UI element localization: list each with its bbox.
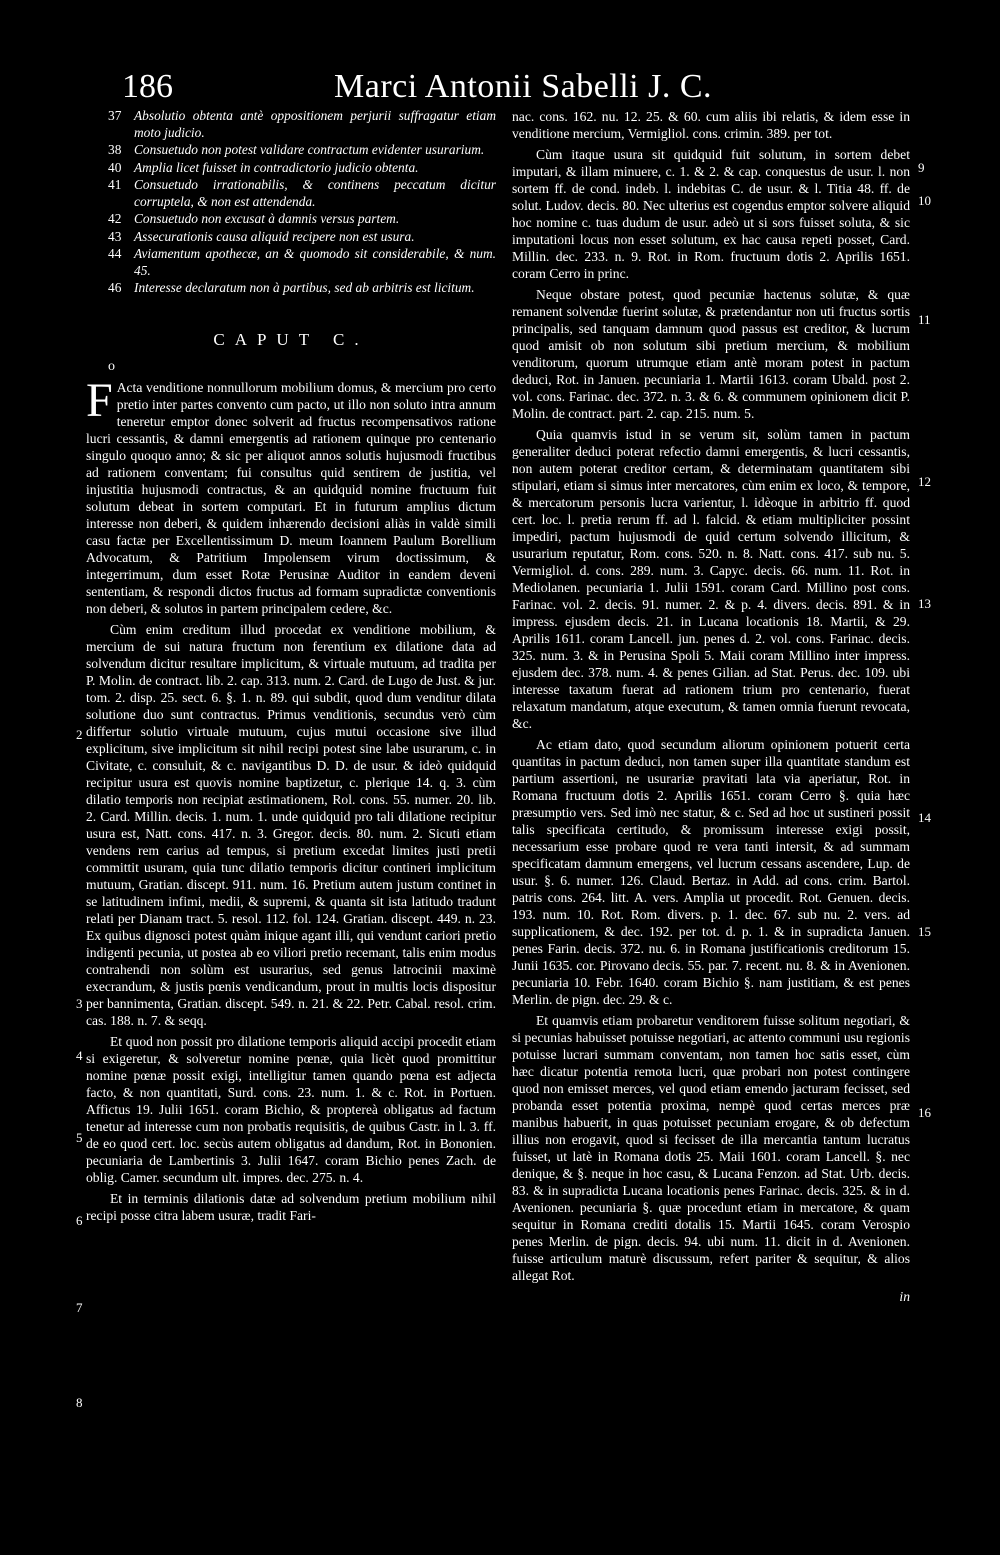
left-column bbox=[86, 108, 496, 1228]
margin-number: 15 bbox=[918, 924, 931, 939]
drop-capital: F bbox=[86, 373, 113, 427]
body-paragraph: Cùm enim creditum illud procedat ex venditione mobilium, & mercium de sui natura fructum non ferentium ex dilatione data ad solvendum dicitur resultare implicitum, & virtuale mutuum, ad tradita per P. Molin. de contract. lib. 2. cap. 313. num. 2. Card. de Lugo de Just. & jur. tom. 2. disp. 25. sect. 6. §. 1. n. 89. qui subdit, quod dum venditur dilata solutione duo sunt contractus. Primus venditionis, secundus verò cùm differtur solutio virtuale mutuum, cujus mutui occasione sive illud explicitum, sive implicitum sit nihil recipi potest sine labe usurarum, c. in Civitate, c. consuluit, & c. navigantibus D. D. de usur. & ideò quidquid recipitur usura est quovis nomine baptizetur, c. plerique 14. q. 3. cùm dilatio temporis non recipiat æstimationem, Rol. cons. 55. numer. 20. lib. 2. Card. Millin. decis. 1. num. 1. unde quidquid pro tali dilatione recipitur usura est, Natt. cons. 417. n. 3. Gregor. decis. 80. num. 2. Sicuti etiam vendens rem carius ad tempus, si pretium excedat limites justi pretii committit usuram, quia tunc dilatio temporis dicitur contineri implicitum mutuum, Gratian. discept. 911. num. 16. Pretium autem justum continet in se latitudinem infimi, medii, & supremi, & quanta sit ista latitudo tradunt relati per Dianam tract. 5. resol. 112. fol. 124. Gratian. discept. 449. n. 23. Ex quibus dignosci potest quàm inique agant illi, qui vendunt cariori pretio indigenti pecunia, ut postea ab eo viliori pretio recemant, talis enim modus contrahendi non solùm est usurarius, sed genus latrocinii maximè execrandum, & justis pœnis vendicandum, prout in multis locis dispositur per bannimenta, Gratian. discept. 549. n. 21. & 22. Petr. Cabal. resol. crim. cas. 188. n. 7. & seqq. bbox=[86, 621, 496, 1028]
body-paragraph: Quia quamvis istud in se verum sit, solùm tamen in pactum generaliter deduci poterat refectio damni emergentis, & lucri cessantis, non autem poterat creditor certam, & determinatam quantitatem sibi stipulari, etiam si simus inter mercatores, cùm enim ex loco, & tempore, & mercatorum personis lucra varientur, l. idèoque in arbitrio ff. quod cert. loc. l. pretia rerum ff. ad l. falcid. & etiam multipliciter possint impediri, pactum hujusmodi de quid certum solvendo illicitum, & usurarium reputatur, Rom. cons. 520. n. 8. Natt. cons. 417. sub nu. 5. Vermigliol. d. cons. 289. num. 3. Capyc. decis. 66. num. 11. Rot. in Mediolanen. pecuniaria 1. Julii 1591. coram Card. Millino post cons. Farinac. vol. 2. decis. 91. numer. 2. & p. 4. divers. decis. 891. & in impress. ejusdem decis. 21. in Lucana locationis 18. Martii, & 29. Aprilis 1611. coram Lancell. jun. penes d. 2. vol. cons. Farinac. decis. 325. num. 3. & in Perusina Spoli 5. Maii coram Millino inter impress. ejusdem dec. 378. num. 4. & penes Gilian. ad Stat. Perus. dec. 109. ubi interesse taxatum fuerat ad rationem trium pro centenario, fuerat relaxatum mandatum, atque executum, & tamen omnia fuerunt revocata, &c. bbox=[512, 427, 910, 731]
right-column bbox=[512, 108, 910, 1305]
margin-number: 7 bbox=[76, 1300, 83, 1315]
summary-text: Consuetudo non potest validare contractum evidenter usurarium. bbox=[134, 142, 485, 157]
summary-number: 46 bbox=[108, 280, 122, 295]
margin-number: 13 bbox=[918, 596, 931, 611]
body-paragraph bbox=[86, 373, 496, 617]
margin-number: 2 bbox=[76, 727, 83, 742]
chapter-summary bbox=[86, 108, 496, 297]
summary-number: 42 bbox=[108, 211, 122, 226]
margin-number: 16 bbox=[918, 1105, 931, 1120]
body-paragraph: Et quod non possit pro dilatione temporis aliquid accipi procedit etiam si exigeretur, & solveretur nomine pœnæ, quia licèt quod promittitur nomine pœnæ possit exigi, intelligitur tamen quando pœna est adjecta facto, & non quantitati, Surd. cons. 23. num. 1. & c. Rot. in Portuen. Affictus 19. Julii 1651. coram Bichio, & proptereà obligatus ad factum tenetur ad interesse cum non probatis requisitis, de quibus Castr. in l. 3. ff. de eo quod cert. loc. secùs autem obligatus ad dandum, Rot. in Bononien. pecuniaria de Lambertinis 3. Julii 1647. coram Bichio penes Zach. de oblig. Camer. secundum ult. impres. dec. 275. n. 4. bbox=[86, 1033, 496, 1185]
summary-text: Interesse declaratum non à partibus, sed ab arbitris est licitum. bbox=[134, 280, 475, 295]
summary-number: 38 bbox=[108, 142, 122, 157]
summary-text: Amplia licet fuisset in contradictorio judicio obtenta. bbox=[134, 159, 419, 175]
summary-number: 40 bbox=[108, 159, 122, 175]
body-paragraph: Ac etiam dato, quod secundum aliorum opinionem potuerit certa quantitas in pactum deduci, non tamen super illa quantitate standum est partium assertioni, ne usurariæ pravitati lata via aperiatur, Rot. in Romana fructuum dotis 2. Aprilis 1651. coram Cerro §. quia hæc præsumptio vers. Sed imò nec statur, & c. Sed ad hoc ut sustineri possit talis specificata certitudo, & promissum interesse exigi possit, necessarium esse probare quod re vera tanti intersit, & ad summam specificatam damnum emergens, vel lucrum cessans ascendere, Lup. de usur. §. 6. numer. 126. Claud. Bertaz. in Add. ad cons. crim. Bartol. patris cons. 264. litt. A. vers. Amplia ut procedit. Rot. Genuen. decis. 193. num. 10. Rot. Rom. divers. p. 1. dec. 67. sub nu. 2. vers. ad supplicationem, & dec. 192. per tot. d. p. 1. & in supradicta Januen. penes Farin. decis. 372. nu. 6. in Romana justificationis creditorum 15. Junii 1635. cor. Pirovano decis. 55. par. 7. recent. nu. 8. & in Avenionen. pecuniaria 10. Febr. 1640. coram Bichio §. nam justitiam, & est penes Merlin. de pign. dec. 29. & c. bbox=[512, 737, 910, 1007]
margin-number: 10 bbox=[918, 193, 931, 208]
chapter-heading: CAPUT C. bbox=[213, 329, 369, 349]
summary-number: 43 bbox=[108, 228, 122, 244]
summary-item bbox=[86, 211, 496, 228]
margin-number: 9 bbox=[918, 160, 925, 175]
page-number: 186 bbox=[122, 68, 173, 105]
margin-number: 12 bbox=[918, 474, 931, 489]
summary-item bbox=[86, 246, 496, 279]
paragraph-text: Acta venditione nonnullorum mobilium domus, & mercium pro certo pretio inter partes convento cum pacto, ut illo non soluto intra annum teneretur emptor donec solverit ad fructus recompensativos ratione lucri cessantis, & damni emergentis ad rationem quinque pro centenario singulo quoquo anno; & sic per aliquot annos solutis hujusmodi fructibus ad rationem conventam; fui consultus quid sentirem de justitia, vel injustitia hujusmodi contractus, & an quidquid nomine fructuum fuit solutum debeat in sortem computari. Et in futurum amplius dictum interesse non deberi, & quidem inhærendo decisioni aliàs in valdè simili casu factæ per Excellentissimum D. meum Ioannem Paulum Borellium Advocatum, & Patritium Impolensem virum doctissimum, & integerrimum, dum esset Rotæ Perusinæ Auditor in eandem deveni sententiam, & respondi dictos fructus ad formam supradictæ conventionis non deberi, & solutos in partem principalem cedere, &c. bbox=[86, 379, 496, 616]
summary-text: Consuetudo irrationabilis, & continens peccatum dicitur corruptela, & non est attendenda. bbox=[134, 177, 496, 209]
summary-item bbox=[86, 229, 496, 246]
summary-text: Aviamentum apothecæ, an & quomodo sit considerabile, & num. 45. bbox=[134, 246, 496, 278]
body-paragraph: Neque obstare potest, quod pecuniæ hactenus solutæ, & quæ remanent solvendæ fuerint solutæ, & prætendantur non uti fructus sortis principalis, sed tanquam damnum quod passus est creditor, & lucrum quod amisit ob non solutum sibi pretium mercium, & mobilium venditorum, quorum utrumque etiam antè moram potest in pactum deduci, Rot. in Januen. pecuniaria 1. Martii 1613. coram Ubald. post 2. vol. cons. Farinac. dec. 372. n. 3. & 6. & communem opinionem dicit P. Molin. de contract. part. 2. cap. 215. num. 5. bbox=[512, 287, 910, 421]
margin-number: 11 bbox=[918, 312, 931, 327]
summary-item bbox=[86, 160, 496, 177]
catchword: in bbox=[899, 1289, 910, 1304]
summary-item bbox=[86, 280, 496, 297]
ornament-mark: o bbox=[108, 358, 115, 374]
summary-number: 41 bbox=[108, 177, 122, 192]
margin-number: 8 bbox=[76, 1395, 83, 1410]
body-paragraph: Et quamvis etiam probaretur venditorem fuisse solitum negotiari, & si pecunias habuisset potuisse negotiari, ac attento communi usu regionis potuisse lucrari summam conventam, non tamen hoc satis esset, cùm hæc dicatur potentia remota lucri, quæ probari non potest contingere quod non emisset merces, vel quod etiam emendo jacturam fecisset, sed probanda esset potentia proxima, nempè quod certas merces præ manibus habuerit, in quas potuisset pecuniam erogare, & ob defectum illius non erogavit, quod si fecisset de illa mercantia tantum lucratus fuisset, ut latè in Romana dotis 25. Maii 1601. coram Lancell. §. nec denique, & §. neque in hoc casu, & Lucana Fenzon. ad Stat. Urb. decis. 83. & in supradicta Lucana locationis penes Farinac. decis. 325. & in d. Avenionen. pecuniaria §. quæ procedunt etiam in mercatore, & quam sequitur in Romana crediti dotalis 15. Martii 1645. coram Verospio penes Merlin. de pign. decis. 94. ubi num. 11. dicit in d. Avenionen. fuisse articulum maturè discussum, refert pariter & sequitur, & alios allegat Rot. bbox=[512, 1013, 910, 1283]
summary-number: 44 bbox=[108, 246, 122, 261]
summary-number: 37 bbox=[108, 108, 122, 123]
running-head: Marci Antonii Sabelli J. C. bbox=[334, 68, 713, 105]
margin-number: 5 bbox=[76, 1130, 83, 1145]
summary-item bbox=[86, 108, 496, 141]
margin-number: 4 bbox=[76, 1048, 83, 1063]
summary-text: Absolutio obtenta antè oppositionem perjurii suffragatur etiam moto judicio. bbox=[134, 108, 496, 140]
body-paragraph: Et in terminis dilationis datæ ad solvendum pretium mobilium nihil recipi posse citra labem usuræ, tradit Fari- bbox=[86, 1190, 496, 1223]
summary-text: Consuetudo non excusat à damnis versus partem. bbox=[134, 211, 400, 226]
body-paragraph: Cùm itaque usura sit quidquid fuit solutum, in sortem debet imputari, & illam minuere, c. 1. & 2. & cap. conquestus de usur. l. non sortem ff. de cond. indeb. l. indebitas C. de usur. & l. Titia 48. ff. de solut. Ludov. decis. 80. Nec ulterius est cogendus emptor solvere aliquid hoc nomine c. tuas dudum de usur. adeò ut si sors fuisset soluta, & sic imputationi locus non esset solutum, ex hac causa repeti posset, Card. Millin. dec. 233. n. 9. Rot. in Rom. fructuum dotis 2. Aprilis 1651. coram Cerro in princ. bbox=[512, 147, 910, 281]
margin-number: 6 bbox=[76, 1213, 83, 1228]
margin-number: 14 bbox=[918, 810, 931, 825]
margin-number: 3 bbox=[76, 996, 83, 1011]
summary-item bbox=[86, 142, 496, 159]
body-paragraph: nac. cons. 162. nu. 12. 25. & 60. cum aliis ibi relatis, & idem esse in venditione mercium, Vermigliol. cons. crimin. 389. per tot. bbox=[512, 109, 910, 141]
summary-item bbox=[86, 177, 496, 210]
summary-text: Assecurationis causa aliquid recipere non est usura. bbox=[134, 228, 415, 244]
